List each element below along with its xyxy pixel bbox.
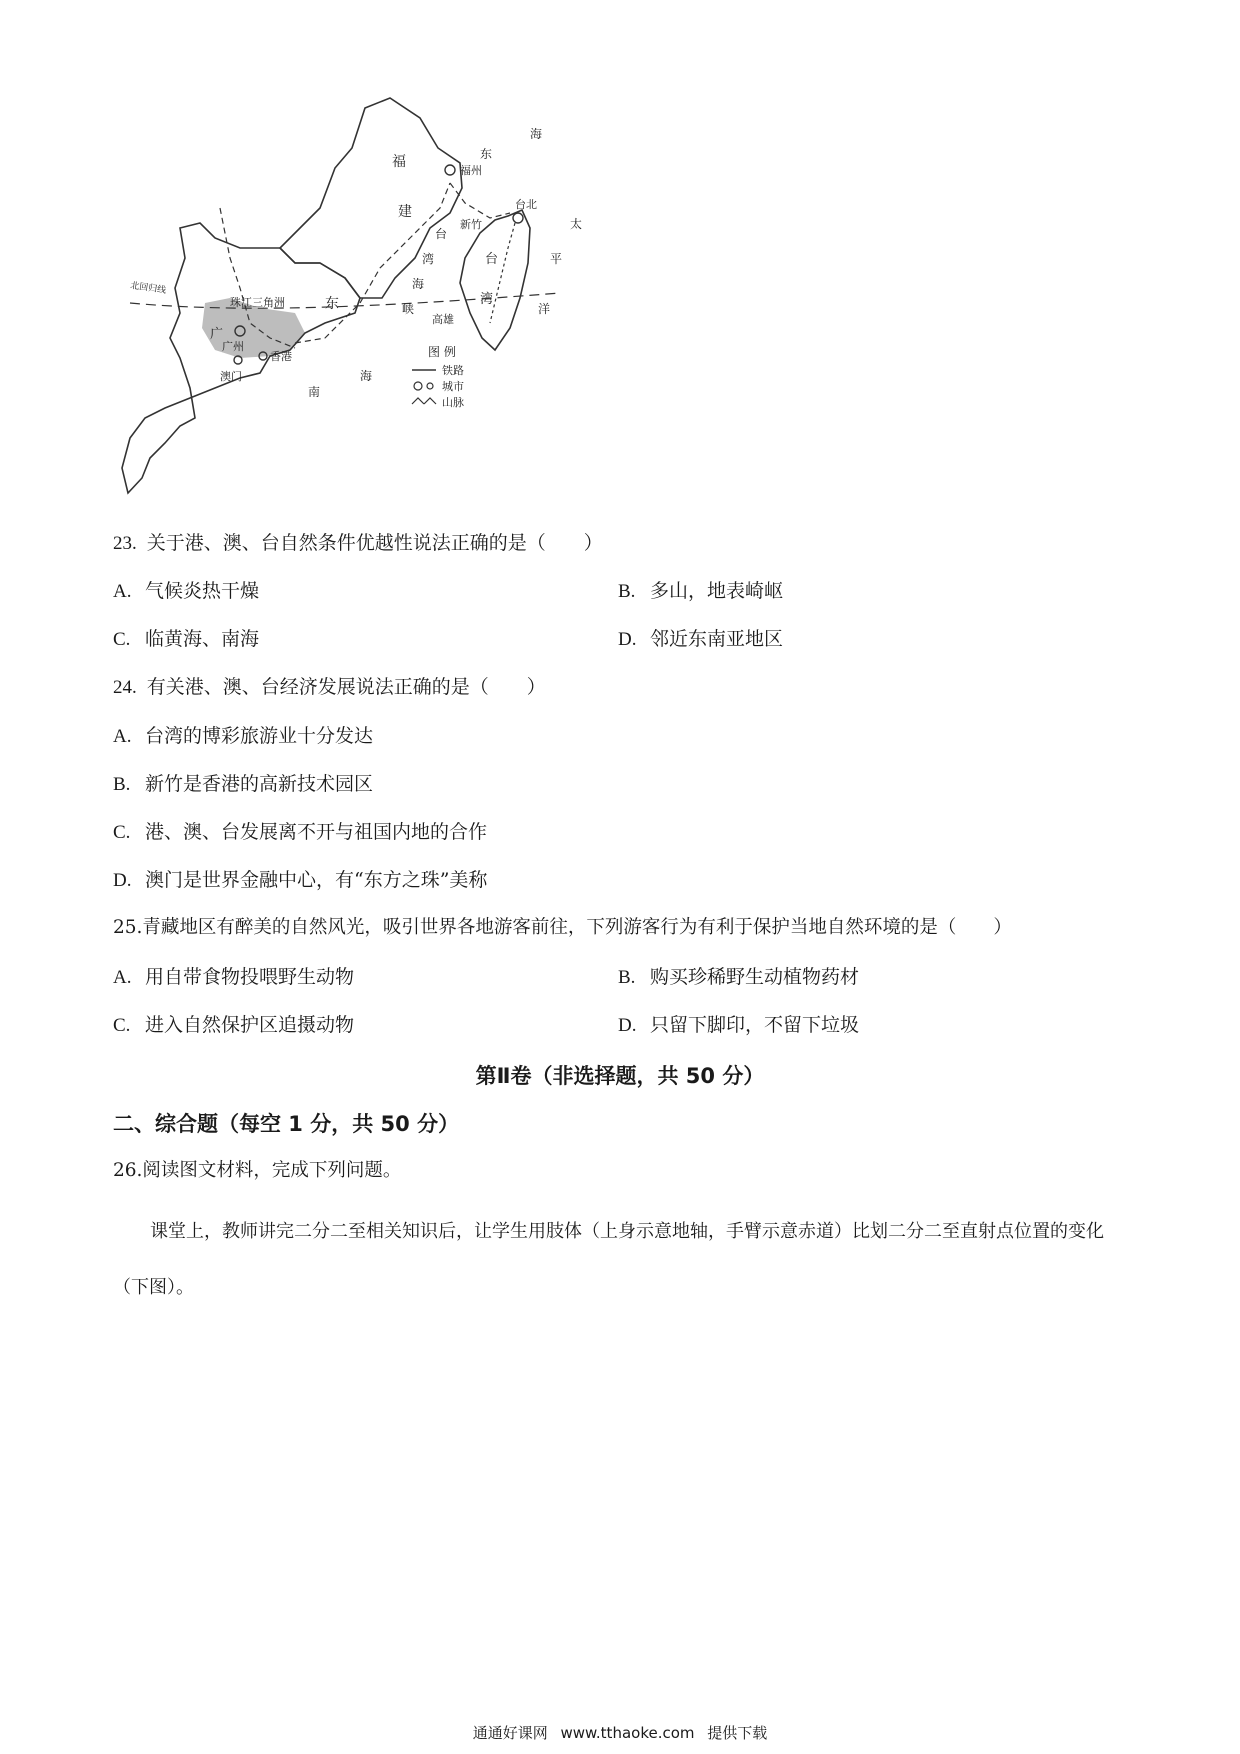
taiwan-mountain-ridge bbox=[490, 223, 515, 323]
option-letter: A. bbox=[113, 967, 132, 988]
map-label-hsinchu: 新竹 bbox=[460, 218, 482, 231]
option-text: 澳门是世界金融中心，有“东方之珠”美称 bbox=[145, 869, 488, 891]
q23-option-b[interactable] bbox=[618, 578, 783, 605]
part-2-title: 二、综合题（每空 1 分，共 50 分） bbox=[113, 1112, 460, 1136]
map-label-nanhai-2: 海 bbox=[360, 369, 373, 383]
option-text: 只留下脚印，不留下垃圾 bbox=[650, 1014, 860, 1036]
option-text: 港、澳、台发展离不开与祖国内地的合作 bbox=[145, 821, 488, 843]
option-letter: B. bbox=[113, 774, 131, 795]
option-letter: D. bbox=[113, 870, 132, 891]
fuzhou-city-marker bbox=[445, 165, 455, 175]
map-svg bbox=[120, 88, 680, 508]
map-legend bbox=[412, 344, 464, 409]
option-letter: C. bbox=[113, 629, 131, 650]
option-letter: A. bbox=[113, 726, 132, 747]
option-text: 多山，地表崎岖 bbox=[650, 580, 784, 602]
option-text: 购买珍稀野生动植物药材 bbox=[650, 966, 860, 988]
option-letter: B. bbox=[618, 581, 636, 602]
map-label-pacific-2: 平 bbox=[550, 252, 563, 266]
map-label-guangzhou: 广州 bbox=[222, 340, 244, 353]
map-label-pacific-1: 太 bbox=[570, 217, 583, 231]
legend-city-symbol bbox=[427, 383, 433, 389]
map-label-hongkong: 香港 bbox=[270, 350, 292, 363]
taiwan-outline bbox=[460, 210, 530, 350]
section-2-title: 第Ⅱ卷（非选择题，共 50 分） bbox=[475, 1064, 765, 1088]
map-label-nanhai-1: 南 bbox=[308, 385, 321, 399]
map-label-strait-2: 湾 bbox=[422, 252, 435, 266]
q24-option-b[interactable] bbox=[113, 771, 373, 798]
map-label-macau: 澳门 bbox=[220, 370, 242, 383]
taipei-city-marker bbox=[513, 213, 523, 223]
legend-mountain-label: 山脉 bbox=[442, 396, 464, 409]
legend-city-label: 城市 bbox=[442, 380, 464, 393]
footer-suffix: 提供下载 bbox=[707, 1724, 768, 1742]
question-number: 24. bbox=[113, 677, 137, 698]
question-26-paragraph: 课堂上，教师讲完二分二至相关知识后，让学生用肢体（上身示意地轴，手臂示意赤道）比划二分二至直射点位置的变化（下图）。 bbox=[113, 1221, 1104, 1298]
option-letter: D. bbox=[618, 1015, 637, 1036]
railway-line bbox=[450, 183, 510, 218]
map-label-taipei: 台北 bbox=[515, 198, 537, 211]
map-label-guangdong-1: 广 bbox=[210, 327, 224, 342]
q25-option-d[interactable] bbox=[618, 1012, 859, 1039]
q25-option-a[interactable] bbox=[113, 964, 354, 991]
legend-rail-label: 铁路 bbox=[442, 364, 464, 377]
map-label-fuzhou: 福州 bbox=[460, 164, 482, 177]
map-figure bbox=[120, 88, 680, 508]
option-letter: C. bbox=[113, 822, 131, 843]
map-label-guangdong-2: 东 bbox=[325, 296, 339, 312]
option-letter: C. bbox=[113, 1015, 131, 1036]
q23-option-d[interactable] bbox=[618, 626, 783, 653]
page-footer bbox=[0, 1722, 1240, 1743]
fujian-outline bbox=[280, 98, 462, 298]
map-label-donghai-1: 东 bbox=[480, 147, 493, 161]
legend-title: 图 例 bbox=[428, 345, 456, 359]
map-label-taiwan-2: 湾 bbox=[480, 292, 494, 307]
q25-option-c[interactable] bbox=[113, 1012, 354, 1039]
option-letter: B. bbox=[618, 967, 636, 988]
option-text: 新竹是香港的高新技术园区 bbox=[145, 773, 374, 795]
question-number: 23. bbox=[113, 533, 137, 554]
map-label-fujian-1: 福 bbox=[392, 154, 406, 170]
map-label-prd: 珠江三角洲 bbox=[230, 296, 285, 309]
map-label-fujian-2: 建 bbox=[398, 204, 412, 220]
map-label-tropic: 北回归线 bbox=[129, 281, 167, 296]
q24-option-a[interactable] bbox=[113, 723, 373, 750]
q24-option-c[interactable] bbox=[113, 819, 487, 846]
footer-url[interactable]: www.tthaoke.com bbox=[560, 1724, 695, 1742]
option-letter: A. bbox=[113, 581, 132, 602]
map-label-strait-3: 海 bbox=[412, 277, 425, 291]
q23-option-c[interactable] bbox=[113, 626, 259, 653]
footer-site-name: 通通好课网 bbox=[472, 1724, 548, 1742]
question-text: 有关港、澳、台经济发展说法正确的是（ ） bbox=[146, 676, 546, 698]
q24-option-d[interactable] bbox=[113, 867, 487, 894]
option-text: 台湾的博彩旅游业十分发达 bbox=[145, 725, 374, 747]
legend-mountain-symbol bbox=[412, 398, 436, 404]
question-24-stem bbox=[113, 674, 546, 701]
option-text: 用自带食物投喂野生动物 bbox=[145, 966, 355, 988]
map-label-pacific-3: 洋 bbox=[538, 302, 551, 316]
map-label-strait-4: 峡 bbox=[402, 302, 415, 316]
q23-option-a[interactable] bbox=[113, 578, 259, 605]
question-26-stem: 26.阅读图文材料，完成下列问题。 bbox=[113, 1160, 402, 1181]
map-label-donghai-2: 海 bbox=[530, 127, 543, 141]
option-text: 进入自然保护区追摄动物 bbox=[145, 1014, 355, 1036]
option-letter: D. bbox=[618, 629, 637, 650]
option-text: 气候炎热干燥 bbox=[145, 580, 260, 602]
map-label-kaohsiung: 高雄 bbox=[432, 313, 454, 326]
q25-option-b[interactable] bbox=[618, 964, 859, 991]
option-text: 邻近东南亚地区 bbox=[650, 628, 784, 650]
question-25-stem: 25.青藏地区有醉美的自然风光，吸引世界各地游客前往，下列游客行为有利于保护当地自然环境的是（ ） bbox=[113, 917, 1012, 938]
question-text: 关于港、澳、台自然条件优越性说法正确的是（ ） bbox=[146, 532, 603, 554]
map-label-strait-1: 台 bbox=[435, 227, 448, 241]
question-23-stem bbox=[113, 530, 603, 557]
legend-city-symbol bbox=[414, 382, 422, 390]
option-text: 临黄海、南海 bbox=[145, 628, 260, 650]
map-label-taiwan-1: 台 bbox=[485, 252, 499, 267]
